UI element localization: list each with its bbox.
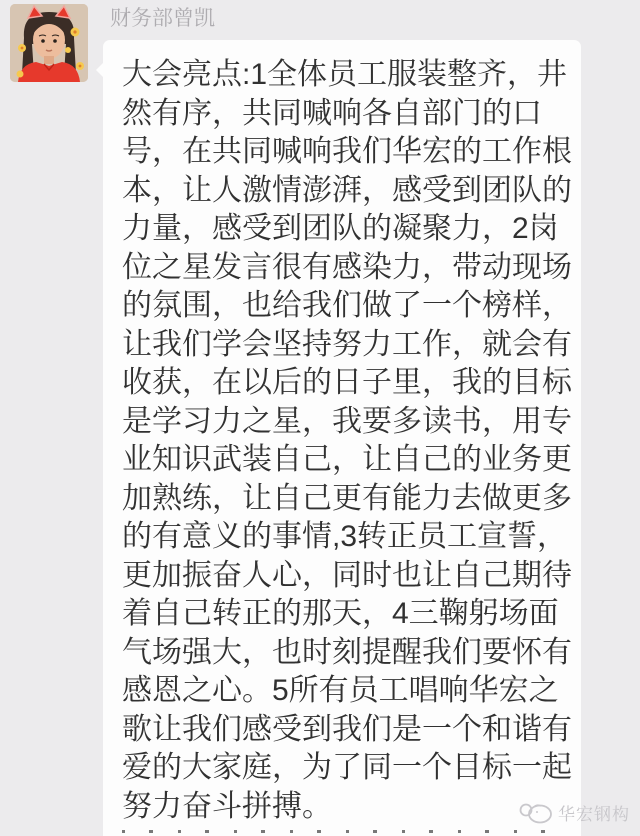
message-line: 力量，感受到团队的凝聚力，2岗 (122, 212, 559, 245)
avatar[interactable] (10, 4, 88, 82)
message-line: 的有意义的事情,3转正员工宣誓， (122, 520, 568, 553)
message-line: 着自己转正的那天，4三鞠躬场面 (122, 597, 559, 630)
message-line: 然有序，共同喊响各自部门的口 (122, 96, 542, 130)
message-line: 让我们学会坚持努力工作，就会有 (122, 327, 572, 361)
avatar-photo-icon (10, 4, 88, 82)
message-line: 是学习力之星，我要多读书，用专 (122, 404, 572, 438)
message-line: 感恩之心。5所有员工唱响华宏之 (122, 674, 559, 707)
message-line: 大会亮点:1全体员工服装整齐，井 (122, 58, 568, 91)
message-line: 位之星发言很有感染力，带动现场 (122, 250, 572, 284)
watermark-text: 华宏钢构 (558, 804, 630, 824)
message-line: 号，在共同喊响我们华宏的工作根 (122, 135, 572, 168)
message-line: 的氛围，也给我们做了一个榜样， (122, 289, 572, 322)
message-bubble[interactable] (103, 40, 581, 836)
message-line: 加熟练，让自己更有能力去做更多 (122, 481, 572, 515)
watermark-logo-icon (517, 799, 555, 825)
bubble-tail (96, 62, 104, 78)
message-line: 收获，在以后的日子里，我的目标 (122, 366, 572, 399)
message-line: 更加振奋人心，同时也让自己期待 (122, 558, 572, 592)
message-line: 歌让我们感受到我们是一个和谐有 (122, 712, 572, 746)
message-line: 努力奋斗拼搏。 (122, 789, 332, 823)
message-line: 爱的大家庭，为了同一个目标一起 (122, 751, 572, 784)
clipped-next-line (122, 830, 560, 833)
message-line: 本，让人激情澎湃，感受到团队的 (122, 173, 572, 207)
message-line: 业知识武装自己，让自己的业务更 (122, 443, 572, 476)
watermark (517, 799, 630, 825)
sender-name: 财务部曾凯 (110, 7, 215, 30)
message-line: 气场强大，也时刻提醒我们要怀有 (122, 635, 572, 669)
